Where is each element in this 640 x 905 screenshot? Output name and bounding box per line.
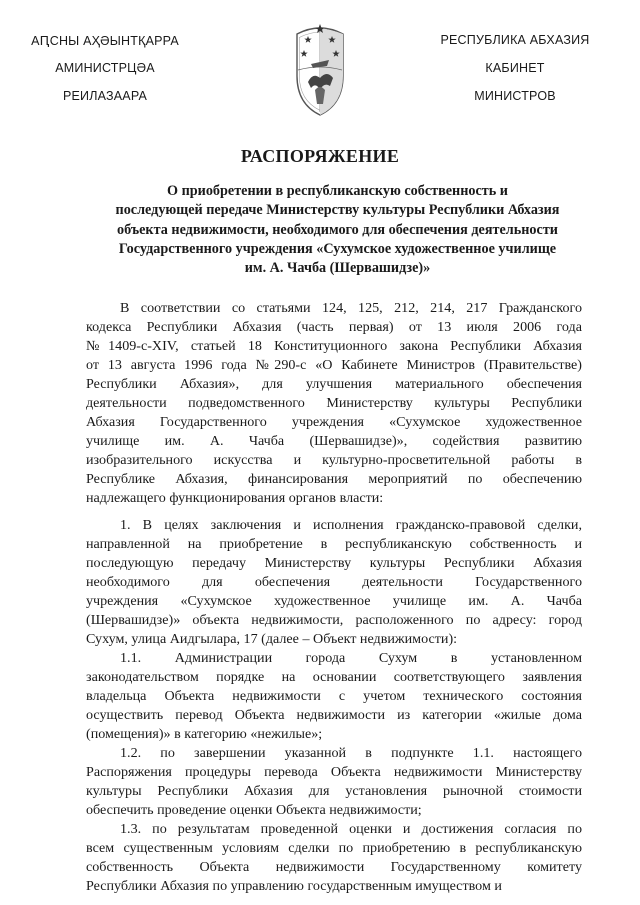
subject-line: О приобретении в республиканскую собственность и (167, 183, 508, 199)
document-body (86, 299, 582, 896)
subject-line: последующей передаче Министерству культуры Республики Абхазия (115, 202, 560, 219)
item-1-3-paragraph (86, 820, 582, 896)
text-line: №1409-с-XIV, статьей 18 Конституционного закона Республики Абхазия (86, 337, 582, 354)
text-line: деятельности подведомственного Министерству культуры Республики (86, 394, 582, 411)
text-line: культуры Республики Абхазия для установления рыночной стоимости (86, 782, 582, 799)
text-line: 1. В целях заключения и исполнения гражданско-правовой сделки, (120, 517, 582, 534)
text-line: кодекса Республики Абхазия (часть первая) от 13 июля 2006 года (86, 318, 582, 335)
letterhead (0, 0, 640, 130)
letterhead-right-line-2: КАБИНЕТ (485, 61, 545, 75)
text-line: Республике Абхазия, финансирования мероприятий по обеспечению (86, 470, 582, 487)
text-line: необходимого для обеспечения деятельности Государственного (86, 574, 582, 591)
text-line: всем существенным условиям сделки по приобретению в республиканскую (86, 839, 582, 856)
text-line: направленной на приобретение в республиканскую собственность и (86, 536, 582, 553)
preamble-paragraph (86, 299, 582, 507)
text-line: Республики Абхазия по управлению государственным имуществом и (86, 877, 502, 894)
text-line: Распоряжения процедуры перевода Объекта недвижимости Министерству (86, 763, 582, 780)
text-line: Сухум, улица Аидгылара, 17 (далее – Объект недвижимости): (86, 631, 458, 648)
letterhead-left-line-3: РЕИЛАЗААРА (62, 89, 148, 103)
letterhead-right-line-1: РЕСПУБЛИКА АБХАЗИЯ (440, 33, 590, 47)
text-line: надлежащего функционирования органов власти: (86, 489, 384, 506)
subject-line: им. А. Чачба (Шервашидзе)» (244, 260, 431, 277)
item-1-2-paragraph (86, 744, 582, 820)
text-line: собственность Объекта недвижимости Государственному комитету (86, 858, 582, 875)
text-line: последующую передачу Министерству культуры Республики Абхазия (86, 555, 582, 572)
text-line: (Шервашидзе)» объекта недвижимости, расположенного по адресу: город (86, 612, 582, 629)
document-title: РАСПОРЯЖЕНИЕ (240, 146, 400, 166)
text-line: учреждения «Сухумское художественное училище им. А. Чачба (86, 593, 582, 610)
letterhead-left-line-2: АМИНИСТРЦӘА (55, 61, 155, 75)
text-line: Республики Абхазия», для улучшения материального обеспечения (86, 375, 582, 392)
document-subject (90, 182, 585, 278)
text-line: 1.2. по завершении указанной в подпункте 1.1. настоящего (120, 744, 582, 761)
text-line: училище им. А. Чачба (Шервашидзе)», содействия развитию (86, 432, 582, 449)
letterhead-left-line-1: АԤСНЫ АҲӘЫНТҚАРРА (31, 34, 179, 48)
text-line: 1.1. Администрации города Сухум в установленном (120, 650, 582, 667)
text-line: В соответствии со статьями 124, 125, 212, 214, 217 Гражданского (120, 300, 582, 316)
letterhead-right-line-3: МИНИСТРОВ (474, 89, 556, 103)
text-line: законодательством порядке на основании соответствующего заявления (86, 669, 582, 686)
subject-line: Государственного учреждения «Сухумское художественное училище (118, 240, 557, 257)
text-line: осуществить перевод Объекта недвижимости из категории «жилые дома (86, 707, 582, 724)
coat-of-arms-icon (289, 20, 351, 118)
text-line: Абхазия Государственного учреждения «Сухумское художественное (86, 413, 582, 430)
text-line: обеспечить проведение оценки Объекта недвижимости; (86, 801, 422, 818)
subject-line: объекта недвижимости, необходимого для обеспечения деятельности (117, 221, 558, 238)
text-line: владельца Объекта недвижимости с учетом технического состояния (86, 688, 582, 705)
item-1-paragraph (86, 516, 582, 649)
item-1-1-paragraph (86, 649, 582, 744)
text-line: от 13 августа 1996 года №290-с «О Кабинете Министров (Правительстве) (86, 356, 582, 373)
text-line: (помещения)» в категорию «нежилые»; (86, 725, 323, 742)
text-line: 1.3. по результатам проведенной оценки и достижения согласия по (120, 820, 582, 837)
text-line: изобразительного искусства и культурно-просветительной работы в (86, 451, 582, 468)
